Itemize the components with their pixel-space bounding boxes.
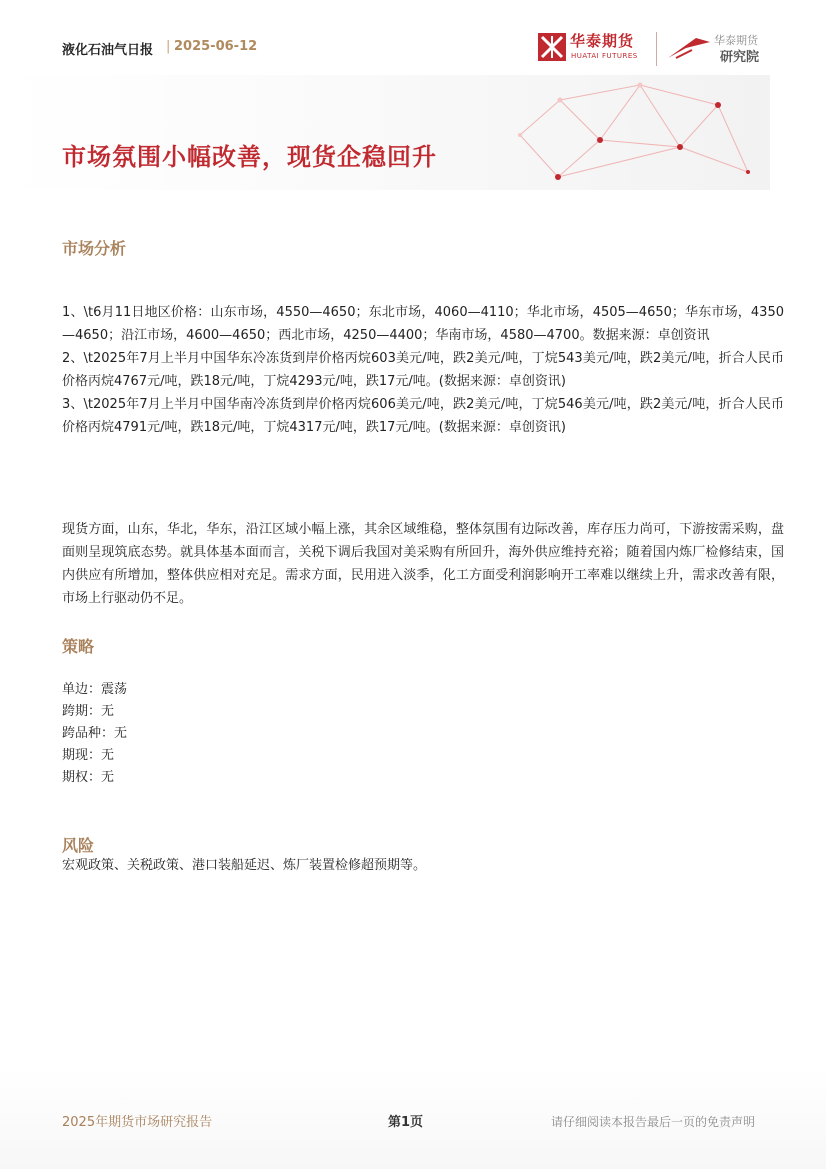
strategy-heading: 策略 bbox=[62, 637, 95, 656]
page-number: 第1页 bbox=[388, 1115, 424, 1130]
strategy-line-unilateral: 单边：震荡 bbox=[62, 682, 128, 697]
page-header bbox=[0, 0, 826, 75]
report-date: 2025-06-12 bbox=[174, 39, 258, 54]
strategy-line-cross-variety: 跨品种：无 bbox=[62, 726, 128, 741]
huatai-logo-icon bbox=[538, 33, 566, 61]
list-item: 1、\t6月11日地区价格：山东市场，4550—4650；东北市场，4060—4110；华北市场，4505—4650；华东市场，4350—4650；沿江市场，4600—4650；西北市场，4250—4400；华南市场，4580—4700。数据来源：卓创资讯 bbox=[62, 305, 784, 343]
footer-report-name: 2025年期货市场研究报告 bbox=[62, 1115, 213, 1130]
company-name: 华泰期货 bbox=[570, 32, 635, 50]
list-item: 3、\t2025年7月上半月中国华南冷冻货到岸价格丙烷606美元/吨，跌2美元/吨，丁烷546美元/吨，跌2美元/吨，折合人民币价格丙烷4791元/吨，跌18元/吨，丁烷4317元/吨，跌17元/吨。(数据来源：卓创资讯) bbox=[62, 397, 784, 435]
header-separator: | bbox=[166, 39, 171, 54]
logo-divider bbox=[656, 32, 657, 66]
institute-line1: 华泰期货 bbox=[714, 34, 758, 47]
institute-line2: 研究院 bbox=[720, 50, 760, 65]
market-summary: 现货方面，山东，华北，华东，沿江区域小幅上涨，其余区域维稳，整体氛围有边际改善，库存压力尚可，下游按需采购，盘面则呈现筑底态势。就具体基本面而言，关税下调后我国对美采购有所回升，海外供应维持充裕；随着国内炼厂检修结束，国内供应有所增加，整体供应相对充足。需求方面，民用进入淡季，化工方面受利润影响开工率难以继续上升，需求改善有限，市场上行驱动仍不足。 bbox=[62, 522, 784, 606]
footer-disclaimer-note: 请仔细阅读本报告最后一页的免责声明 bbox=[551, 1115, 756, 1129]
page-title: 市场氛围小幅改善，现货企稳回升 bbox=[62, 143, 437, 171]
market-analysis-heading: 市场分析 bbox=[62, 239, 127, 258]
company-name-en: HUATAI FUTURES bbox=[571, 52, 638, 60]
institute-logo-icon bbox=[666, 34, 712, 60]
risk-heading: 风险 bbox=[62, 836, 95, 855]
strategy-line-intertemporal: 跨期：无 bbox=[62, 704, 115, 719]
risk-text: 宏观政策、关税政策、港口装船延迟、炼厂装置检修超预期等。 bbox=[62, 858, 427, 873]
list-item: 2、\t2025年7月上半月中国华东冷冻货到岸价格丙烷603美元/吨，跌2美元/吨，丁烷543美元/吨，跌2美元/吨，折合人民币价格丙烷4767元/吨，跌18元/吨，丁烷4293元/吨，跌17元/吨。(数据来源：卓创资讯) bbox=[62, 351, 784, 389]
network-decoration-icon bbox=[500, 75, 770, 190]
market-analysis-list bbox=[62, 301, 784, 439]
report-type: 液化石油气日报 bbox=[62, 43, 154, 58]
strategy-line-futures-spot: 期现：无 bbox=[62, 748, 115, 763]
strategy-line-options: 期权：无 bbox=[62, 770, 115, 785]
